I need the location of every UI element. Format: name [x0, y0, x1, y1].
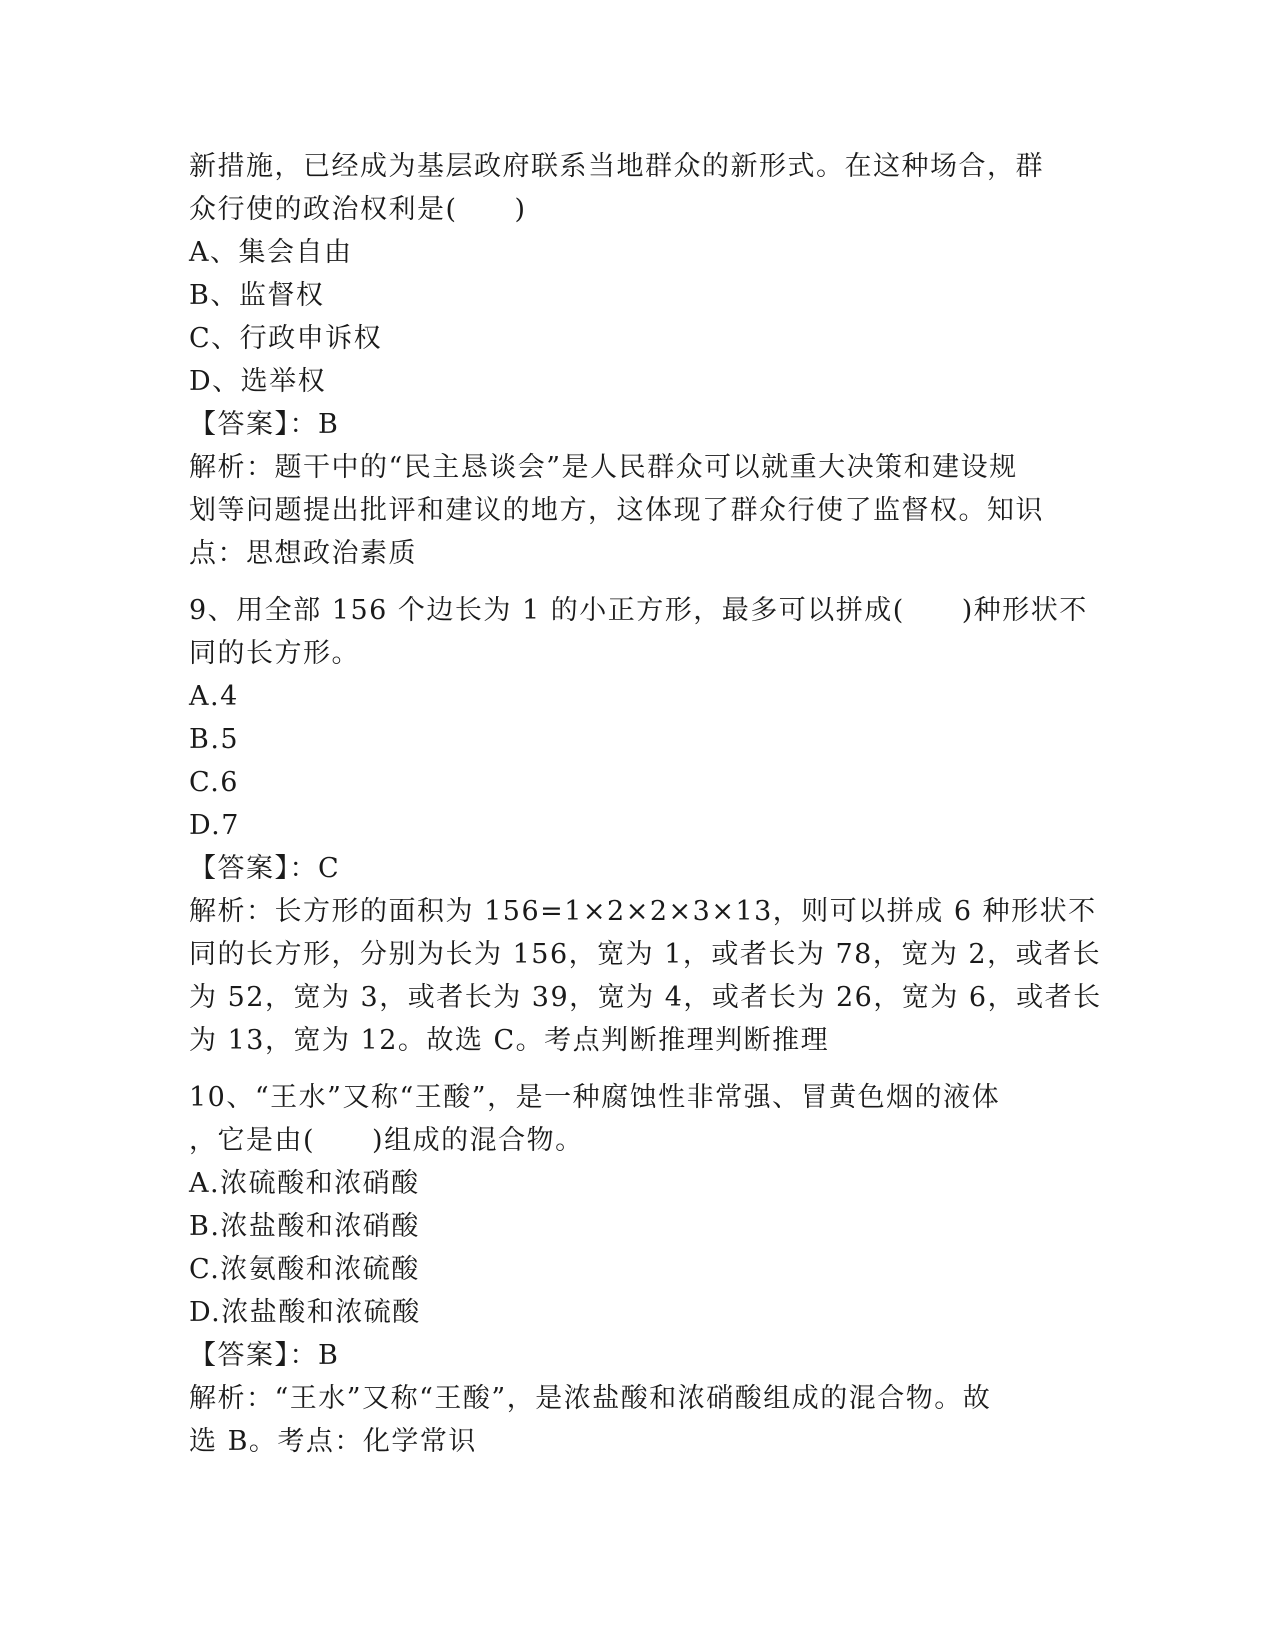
question-stem-line: 9、用全部 156 个边长为 1 的小正方形，最多可以拼成( )种形状不: [189, 595, 1088, 626]
analysis-line: 划等问题提出批评和建议的地方，这体现了群众行使了监督权。知识: [189, 495, 1044, 526]
option-c: C.浓氨酸和浓硫酸: [189, 1254, 420, 1285]
option-a: A、集会自由: [189, 237, 353, 268]
answer-label: 【答案】：B: [189, 1340, 340, 1371]
option-b: B.5: [189, 724, 240, 755]
question-10: [189, 1076, 1089, 1463]
answer-label: 【答案】：C: [189, 853, 341, 884]
question-stem-line: 新措施，已经成为基层政府联系当地群众的新形式。在这种场合，群: [189, 151, 1044, 182]
analysis-line: 为 52，宽为 3，或者长为 39，宽为 4，或者长为 26，宽为 6，或者长: [189, 982, 1102, 1013]
analysis-line: 解析：“王水”又称“王酸”，是浓盐酸和浓硝酸组成的混合物。故: [189, 1383, 992, 1414]
option-d: D.浓盐酸和浓硫酸: [189, 1297, 421, 1328]
spacer: [189, 575, 1089, 589]
question-stem-line: ，它是由( )组成的混合物。: [189, 1125, 584, 1156]
analysis-line: 解析：题干中的“民主恳谈会”是人民群众可以就重大决策和建设规: [189, 452, 1018, 483]
analysis-line: 点：思想政治素质: [189, 538, 417, 569]
answer-label: 【答案】：B: [189, 409, 340, 440]
question-stem-line: 同的长方形。: [189, 638, 360, 669]
option-d: D、选举权: [189, 366, 327, 397]
option-a: A.浓硫酸和浓硝酸: [189, 1168, 420, 1199]
analysis-line: 同的长方形，分别为长为 156，宽为 1，或者长为 78，宽为 2，或者长: [189, 939, 1102, 970]
option-d: D.7: [189, 810, 240, 841]
analysis-line: 选 B。考点：化学常识: [189, 1426, 477, 1457]
option-a: A.4: [189, 681, 239, 712]
spacer: [189, 1062, 1089, 1076]
option-c: C、行政申诉权: [189, 323, 383, 354]
question-stem-line: 10、“王水”又称“王酸”，是一种腐蚀性非常强、冒黄色烟的液体: [189, 1082, 1001, 1113]
document-page: [189, 145, 1102, 1463]
question-9: [189, 589, 1102, 1062]
option-c: C.6: [189, 767, 239, 798]
question-stem-line: 众行使的政治权利是( ): [189, 194, 527, 225]
analysis-line: 解析：长方形的面积为 156=1×2×2×3×13，则可以拼成 6 种形状不: [189, 896, 1097, 927]
option-b: B.浓盐酸和浓硝酸: [189, 1211, 420, 1242]
question-8: [189, 145, 1089, 575]
option-b: B、监督权: [189, 280, 325, 311]
analysis-line: 为 13，宽为 12。故选 C。考点判断推理判断推理: [189, 1025, 830, 1056]
